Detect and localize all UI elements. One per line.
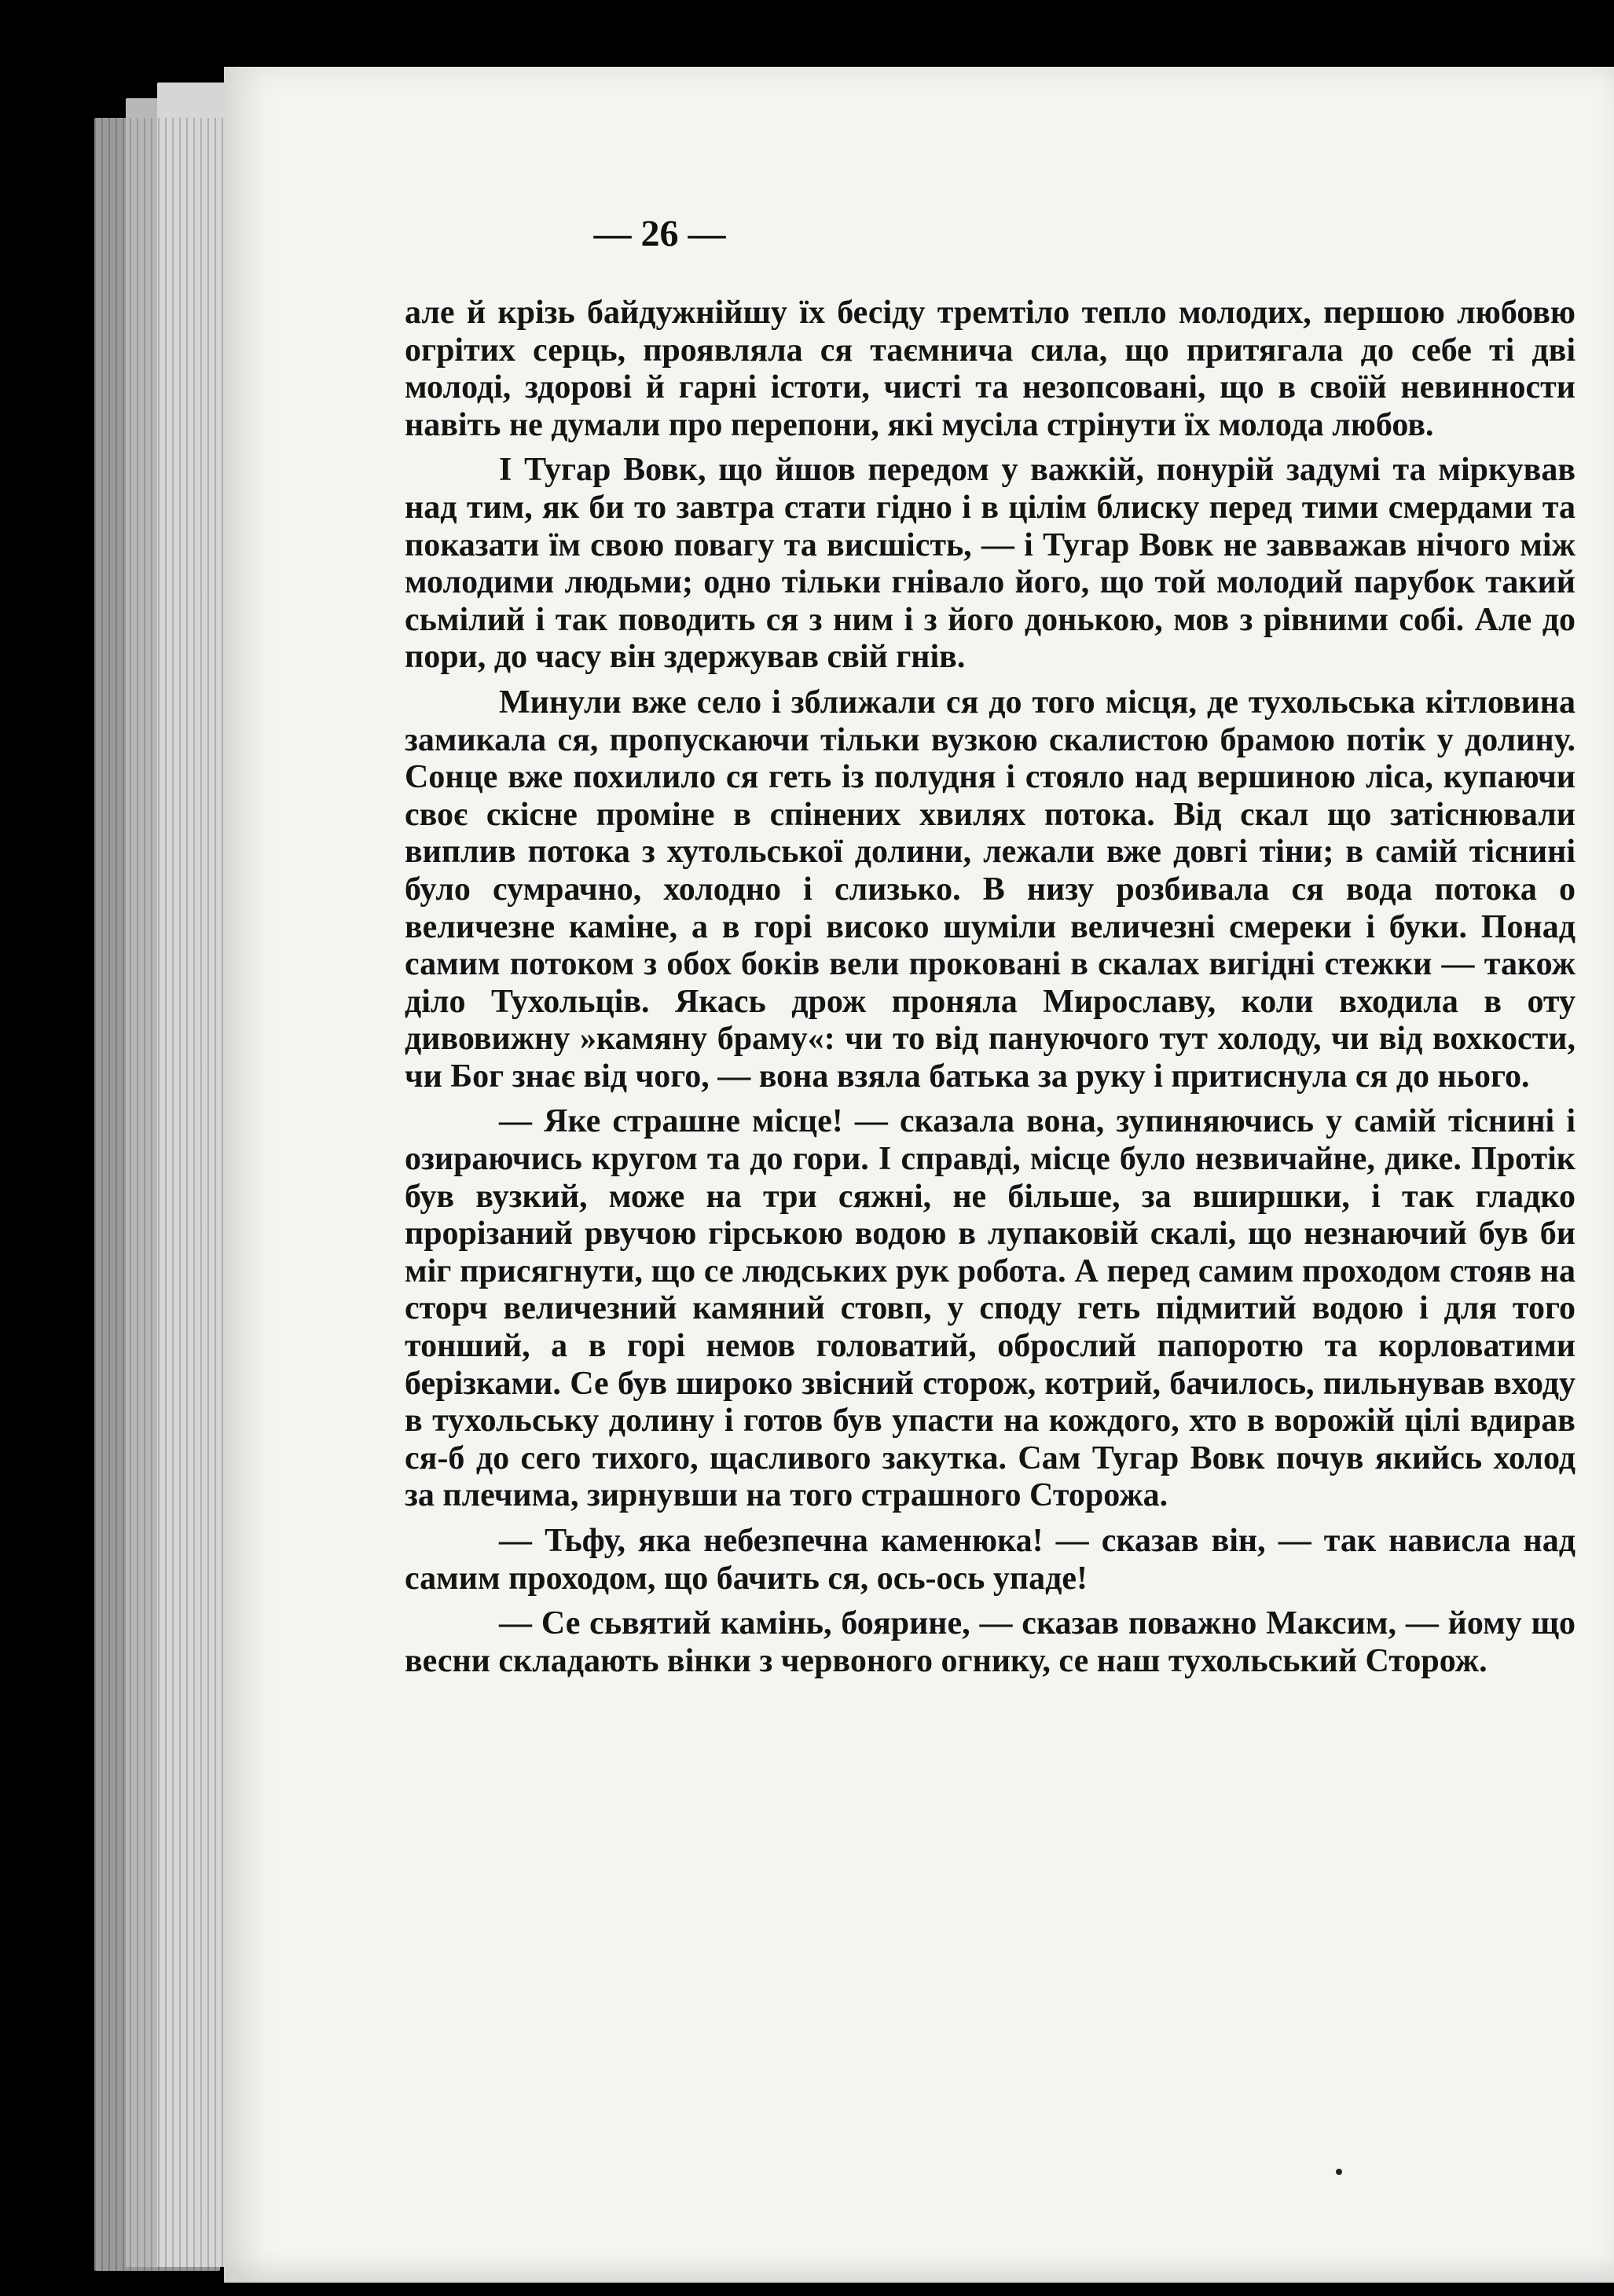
paragraph: І Тугар Вовк, що йшов передом у важкій, понурій задумі та міркував над тим, як би то завтра стати гідно і в цілім блиску перед тими смердами та показати їм свою повагу та висшість, — і Тугар Вовк не завважав нічого між молодими людьми; одно тільки гнівало його, що той молодий парубок такий сьмілий і так поводить ся з ним і з його донькою, мов з рівними собі. Але до пори, до часу він здержував свій гнів. bbox=[405, 452, 1575, 676]
paragraph: але й крізь байдужнійшу їх бесіду тремтіло тепло молодих, першою любовю огрітих серць, проявляла ся таємнича сила, що притягала до себе ті дві молоді, здорові й гарні істоти, чисті та незопсовані, що в своїй невинности навіть не думали про перепони, які мусіла стрінути їх молода любов. bbox=[405, 295, 1575, 443]
scan-speck bbox=[1336, 2169, 1342, 2175]
paragraph: — Тьфу, яка небезпечна каменюка! — сказав він, — так нависла над самим проходом, що бачить ся, ось-ось упаде! bbox=[405, 1523, 1575, 1597]
paragraph: — Се сьвятий камінь, боярине, — сказав поважно Максим, — йому що весни складають вінки з червоного огнику, се наш тухольський Сторож. bbox=[405, 1605, 1575, 1679]
paragraph: Минули вже село і зближали ся до того місця, де тухольська кітловина замикала ся, пропускаючи тільки вузкою скалистою брамою потік у долину. Сонце вже похилило ся геть із полудня і стояло над вершиною ліса, купаючи своє скісне проміне в спінених хвилях потока. Від скал що затіснювали виплив потока з хутольської долини, лежали вже довгі тіни; в самій тіснині було сумрачно, холодно і слизько. В низу розбивала ся вода потока о величезне каміне, а в горі високо шуміли величезні смереки і буки. Понад самим потоком з обох боків вели прокoвані в скалах вигідні стежки — також діло Тухольців. Якась дрож проняла Мирославу, коли входила в оту дивовижну »камяну браму«: чи то від пануючого тут холоду, чи від вохкости, чи Бог знає від чого, — вона взяла батька за руку і притиснула ся до нього. bbox=[405, 684, 1575, 1095]
book-page bbox=[224, 67, 1614, 2283]
page-body-text bbox=[405, 295, 1575, 1680]
page-number: — 26 — bbox=[593, 213, 726, 255]
page-edge-lines bbox=[94, 118, 244, 2271]
paragraph: — Яке страшне місце! — сказала вона, зупиняючись у самій тіснині і озираючись кругом та до гори. І справді, місце було незвичайне, дике. Протік був вузкий, може на три сяжні, не більше, за вширшки, і так гладко прорізаний рвучою гірською водою в лупаковій скалі, що незнаючий був би міг присягнути, що се людських рук робота. А перед самим проходом стояв на сторч величезний камяний стовп, у споду геть підмитий водою і для того тонший, а в горі немов головатий, оброслий папоротю та корловатими берізками. Се був широко звісний сторож, котрий, бачилось, пильнував входу в тухольську долину і готов був упасти на кождого, хто в ворожій цілі вдирав ся-б до сего тихого, щасливого закутка. Сам Тугар Вовк почув якийсь холод за плечима, зирнувши на того страшного Сторожа. bbox=[405, 1103, 1575, 1514]
